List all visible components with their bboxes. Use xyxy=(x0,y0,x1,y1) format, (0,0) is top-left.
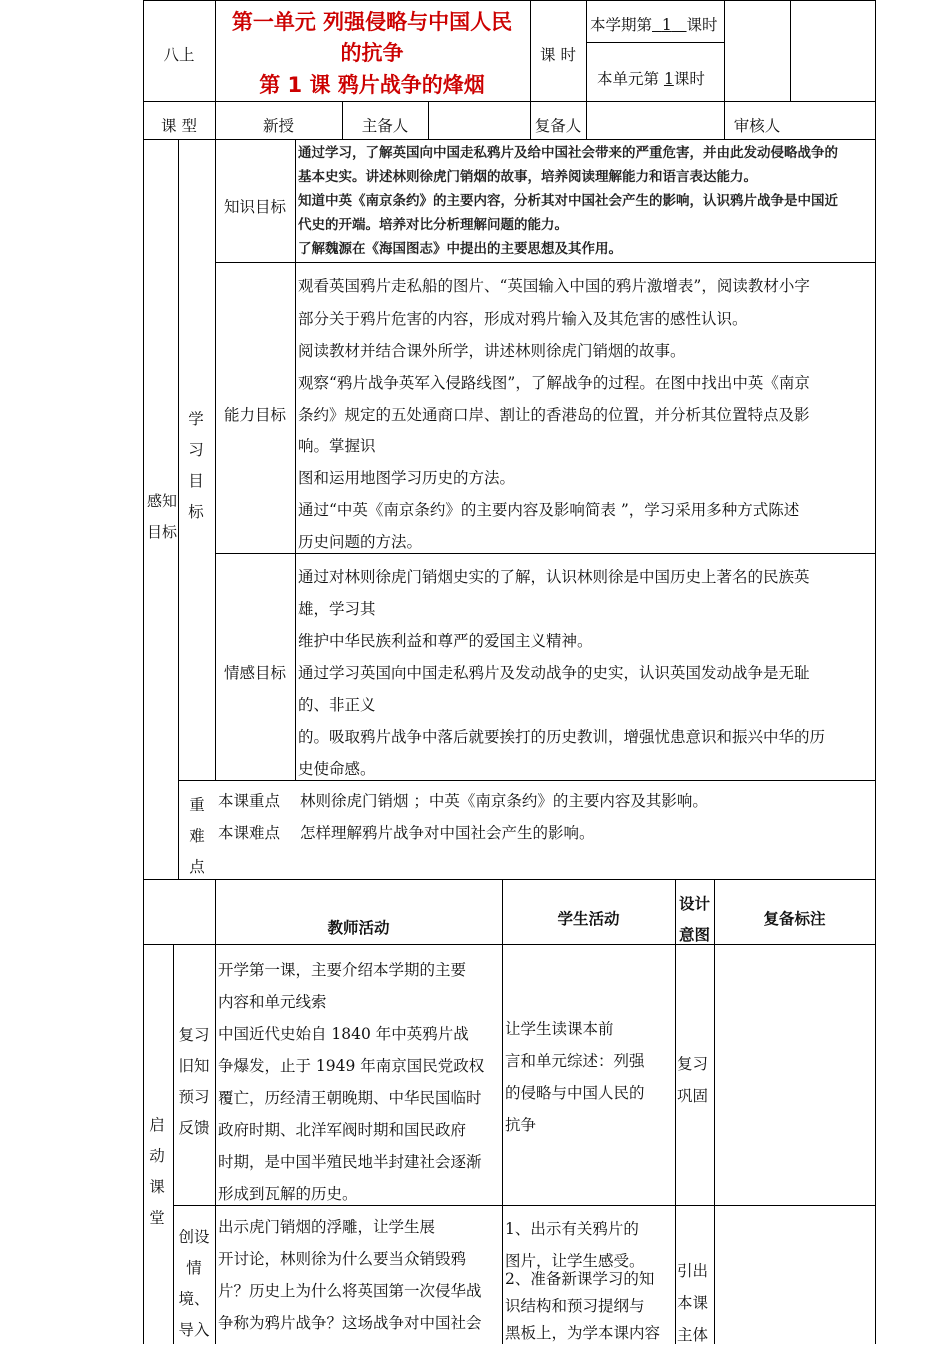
teacher-activity-header: 教师活动 xyxy=(327,919,390,937)
ability-goal-label: 能力目标 xyxy=(223,406,286,424)
unit-period: 本单元第 1课时 xyxy=(597,70,705,88)
notes-header: 复备标注 xyxy=(763,910,826,928)
learning-goals-label: 学习目标 xyxy=(188,410,204,521)
focus-text: 林则徐虎门销烟 ；中英《南京条约》的主要内容及其影响。 xyxy=(300,792,708,810)
grade-label: 八上 xyxy=(163,46,195,64)
lesson-title: 第 1 课 鸦片战争的烽烟 xyxy=(259,73,485,97)
emotion-goal-label: 情感目标 xyxy=(223,664,286,682)
situation-label: 创设情境、导入 xyxy=(178,1228,210,1339)
focus-label: 本课重点 xyxy=(218,792,281,810)
term-period: 本学期第 1 课时 xyxy=(590,16,718,34)
key-points-label: 重难点 xyxy=(189,796,205,876)
reviewer-label: 审核人 xyxy=(733,117,781,135)
design-intent-header-1: 设计 xyxy=(678,895,710,913)
type-label: 课 型 xyxy=(161,117,197,135)
knowledge-goal-label: 知识目标 xyxy=(223,198,286,216)
period-label: 课 时 xyxy=(540,46,576,64)
start-class-label: 启动课堂 xyxy=(149,1116,165,1227)
difficulty-text: 怎样理解鸦片战争对中国社会产生的影响。 xyxy=(300,824,595,842)
unit-title-line2: 的抗争 xyxy=(340,41,404,65)
review-label: 复习旧知预习反馈 xyxy=(178,1026,210,1137)
preparer-label: 主备人 xyxy=(361,117,409,135)
unit-title-line1: 第一单元 列强侵略与中国人民 xyxy=(231,10,513,34)
design-intent-header-2: 意图 xyxy=(678,926,710,944)
difficulty-label: 本课难点 xyxy=(218,824,281,842)
student-activity-header: 学生活动 xyxy=(557,910,620,928)
type-value: 新授 xyxy=(262,117,294,135)
co-preparer-label: 复备人 xyxy=(534,117,582,135)
perception-goals-label: 感知目标 xyxy=(146,492,177,541)
